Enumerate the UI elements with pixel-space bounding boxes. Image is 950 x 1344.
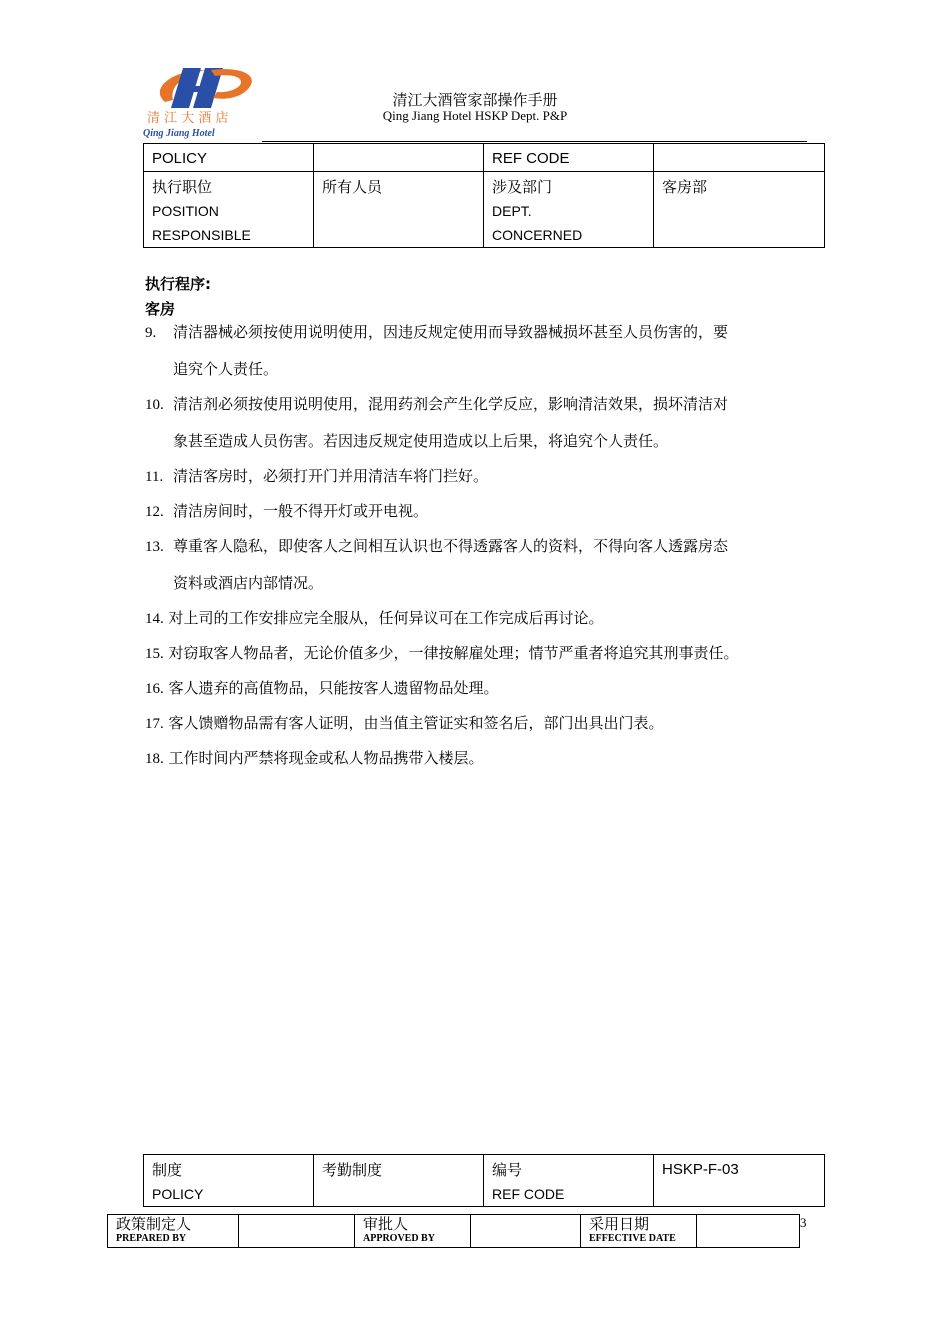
- list-item: [145, 386, 815, 459]
- header-title-zh: 清江大酒管家部操作手册: [392, 91, 558, 109]
- ref-code-label: REF CODE: [484, 144, 654, 172]
- effective-date-label: [581, 1215, 697, 1248]
- list-item: [145, 705, 815, 742]
- item-text-continued: 资料或酒店内部情况。: [173, 574, 324, 592]
- item-text: 清洁剂必须按使用说明使用，混用药剂会产生化学反应，影响清洁效果，损坏清洁对: [173, 395, 729, 413]
- approved-by-en: APPROVED BY: [363, 1233, 435, 1244]
- effective-date-zh: 采用日期: [589, 1215, 650, 1233]
- list-item: [145, 493, 815, 530]
- item-number: 18.: [145, 751, 164, 767]
- header-divider: [262, 141, 807, 142]
- item-number: 15.: [145, 646, 164, 662]
- policy-label: POLICY: [144, 144, 314, 172]
- list-item: [145, 635, 815, 672]
- position-label-en1: POSITION: [152, 203, 219, 219]
- prepared-by-en: PREPARED BY: [116, 1233, 187, 1244]
- footer-policy-label-cell: [144, 1155, 314, 1207]
- item-number: 14.: [145, 611, 164, 627]
- item-text: 清洁器械必须按使用说明使用，因违反规定使用而导致器械损坏甚至人员伤害的，要: [173, 323, 729, 341]
- approved-by-value: [471, 1215, 581, 1248]
- effective-date-value: [697, 1215, 800, 1248]
- item-number: 10.: [145, 397, 164, 413]
- item-text: 尊重客人隐私，即使客人之间相互认识也不得透露客人的资料，不得向客人透露房态: [173, 537, 729, 555]
- item-number: 17.: [145, 716, 164, 732]
- policy-header-table: [143, 143, 825, 248]
- dept-label-en1: DEPT.: [492, 203, 532, 219]
- footer-policy-label-en: POLICY: [152, 1186, 204, 1202]
- policy-footer-table: [143, 1154, 825, 1207]
- item-number: 13.: [145, 539, 164, 555]
- list-item: [145, 600, 815, 637]
- item-text: 对窃取客人物品者，无论价值多少，一律按解雇处理；情节严重者将追究其刑事责任。: [168, 644, 739, 662]
- procedure-subheading: 客房: [145, 300, 176, 318]
- position-value: 所有人员: [314, 172, 484, 248]
- prepared-by-zh: 政策制定人: [116, 1215, 192, 1233]
- dept-value: 客房部: [654, 172, 825, 248]
- list-item: [145, 458, 815, 495]
- approved-by-zh: 审批人: [363, 1215, 409, 1233]
- position-label-en2: RESPONSIBLE: [152, 227, 251, 243]
- item-number: 11.: [145, 469, 164, 485]
- dept-label-zh: 涉及部门: [492, 178, 553, 196]
- logo-chinese-text: 清 江 大 酒 店: [147, 111, 229, 126]
- footer-ref-label-zh: 编号: [492, 1161, 523, 1179]
- prepared-by-label: [108, 1215, 239, 1248]
- prepared-by-value: [239, 1215, 355, 1248]
- item-text: 客人馈赠物品需有客人证明，由当值主管证实和签名后，部门出具出门表。: [168, 714, 664, 732]
- footer-policy-value: 考勤制度: [314, 1155, 484, 1207]
- footer-policy-label-zh: 制度: [152, 1161, 183, 1179]
- list-item: [145, 314, 815, 387]
- dept-label-cell: [484, 172, 654, 248]
- item-number: 9.: [145, 325, 157, 341]
- hotel-logo: [143, 62, 265, 140]
- procedure-heading: 执行程序:: [145, 275, 211, 293]
- item-text: 清洁房间时，一般不得开灯或开电视。: [173, 502, 429, 520]
- item-text: 工作时间内严禁将现金或私人物品携带入楼层。: [168, 749, 484, 767]
- item-text: 客人遗弃的高值物品，只能按客人遗留物品处理。: [168, 679, 499, 697]
- position-label-cell: [144, 172, 314, 248]
- signature-table: [107, 1214, 800, 1248]
- footer-ref-label-cell: [484, 1155, 654, 1207]
- item-text: 清洁客房时，必须打开门并用清洁车将门拦好。: [173, 467, 489, 485]
- position-label-zh: 执行职位: [152, 178, 213, 196]
- page-number: 3: [800, 1215, 807, 1230]
- effective-date-en: EFFECTIVE DATE: [589, 1233, 676, 1244]
- dept-label-en2: CONCERNED: [492, 227, 583, 243]
- item-text-continued: 象甚至造成人员伤害。若因违反规定使用造成以上后果，将追究个人责任。: [173, 432, 669, 450]
- header-title-en: Qing Jiang Hotel HSKP Dept. P&P: [382, 108, 568, 123]
- footer-ref-label-en: REF CODE: [492, 1186, 565, 1202]
- list-item: [145, 670, 815, 707]
- list-item: [145, 740, 815, 777]
- logo-english-text: Qing Jiang Hotel: [143, 128, 215, 139]
- list-item: [145, 528, 815, 601]
- item-text: 对上司的工作安排应完全服从，任何异议可在工作完成后再讨论。: [168, 609, 604, 627]
- ref-code-value: [654, 144, 825, 172]
- footer-ref-value: HSKP-F-03: [654, 1155, 825, 1207]
- item-text-continued: 追究个人责任。: [173, 360, 279, 378]
- approved-by-label: [355, 1215, 471, 1248]
- item-number: 16.: [145, 681, 164, 697]
- item-number: 12.: [145, 504, 164, 520]
- policy-value: [314, 144, 484, 172]
